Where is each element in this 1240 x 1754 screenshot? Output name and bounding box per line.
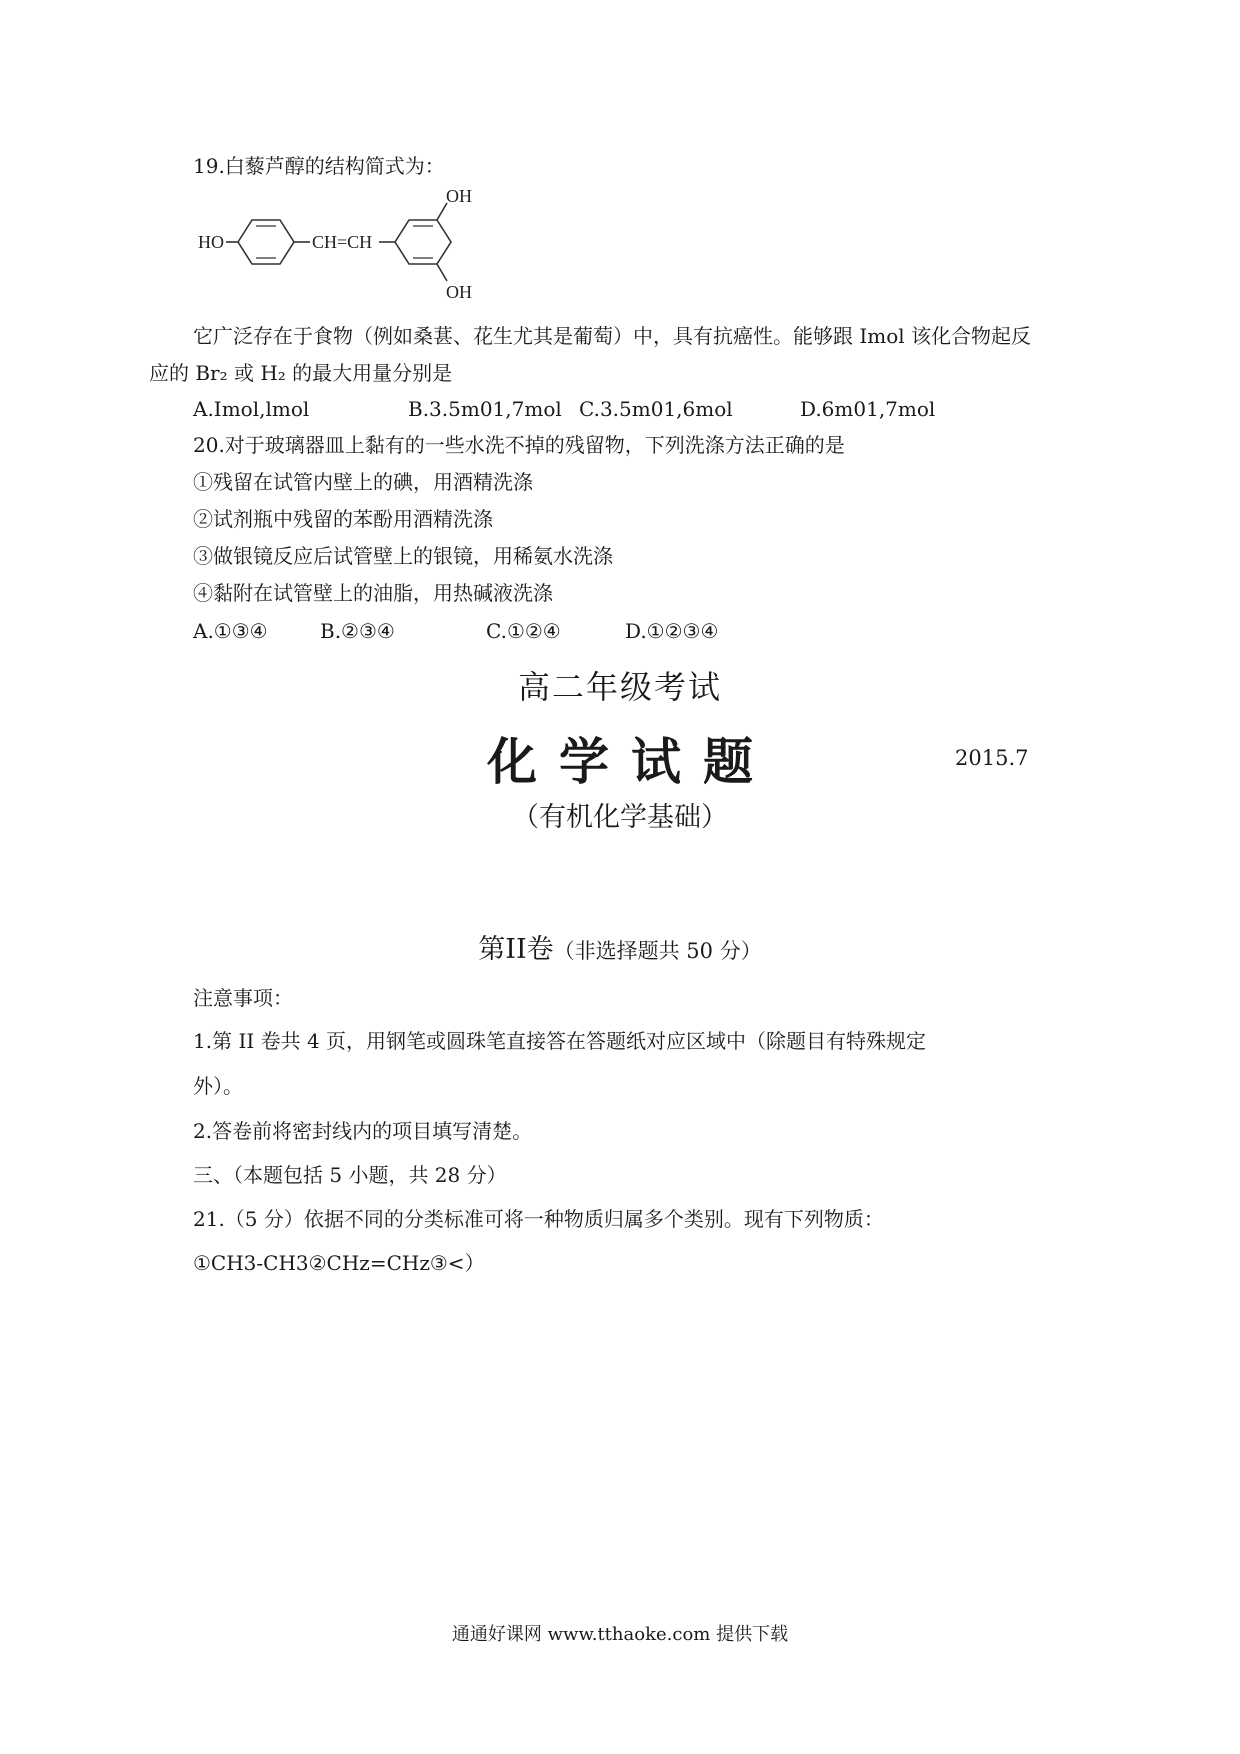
notes-item2: 2.答卷前将密封线内的项目填写清楚。 [193, 1119, 533, 1143]
exam-subtitle: （有机化学基础） [512, 802, 728, 833]
oh-top-label: OH [446, 186, 472, 206]
exam-title: 化学试题 [487, 733, 775, 791]
q20-option-c: C.①②④ [486, 619, 561, 643]
ho-left-label: HO [198, 232, 224, 252]
q20-item-4: ④黏附在试管壁上的油脂，用热碱液洗涤 [193, 581, 553, 605]
volume-note: （非选择题共 50 分） [553, 939, 762, 963]
notes-item1-line2: 外）。 [193, 1074, 243, 1098]
notes-item1-line1: 1.第 II 卷共 4 页，用钢笔或圆珠笔直接答在答题纸对应区域中（除题目有特殊规定 [193, 1029, 927, 1053]
q19-body-line2: 应的 Br₂ 或 H₂ 的最大用量分别是 [149, 361, 453, 385]
q20-item-1: ①残留在试管内壁上的碘，用酒精洗涤 [193, 470, 533, 494]
footer-source: 通通好课网 www.tthaoke.com 提供下载 [451, 1624, 789, 1645]
q20-item-3: ③做银镜反应后试管壁上的银镜，用稀氨水洗涤 [193, 544, 613, 568]
oh-bottom-label: OH [446, 282, 472, 302]
section-three-heading: 三、（本题包括 5 小题，共 28 分） [193, 1163, 507, 1187]
q20-item-2: ②试剂瓶中残留的苯酚用酒精洗涤 [193, 507, 493, 531]
q20-option-b: B.②③④ [320, 619, 395, 643]
exam-date: 2015.7 [955, 746, 1029, 770]
q19-stem: 19.白藜芦醇的结构简式为： [193, 154, 445, 178]
q20-option-d: D.①②③④ [625, 619, 719, 643]
q21-stem: 21.（5 分）依据不同的分类标准可将一种物质归属多个类别。现有下列物质： [193, 1207, 884, 1231]
q21-substances: ①CH3-CH3②CHz=CHz③<） [193, 1251, 485, 1275]
q19-body-line1: 它广泛存在于食物（例如桑葚、花生尤其是葡萄）中，具有抗癌性。能够跟 Imol 该化合物起反 [193, 324, 1032, 348]
q19-option-d: D.6m01,7mol [800, 397, 936, 421]
q19-option-c: C.3.5m01,6mol [579, 397, 733, 421]
notes-heading: 注意事项： [193, 986, 293, 1010]
volume-label: 第II卷 [478, 934, 554, 965]
volume-heading [0, 927, 1240, 966]
q19-option-b: B.3.5m01,7mol [408, 397, 562, 421]
exam-grade: 高二年级考试 [517, 668, 722, 706]
vinylene-label: CH=CH [312, 232, 373, 252]
q20-stem: 20.对于玻璃器皿上黏有的一些水洗不掉的残留物，下列洗涤方法正确的是 [193, 433, 845, 457]
q19-option-a: A.Imol,lmol [193, 397, 310, 421]
resveratrol-structure [190, 185, 520, 310]
q20-option-a: A.①③④ [193, 619, 268, 643]
